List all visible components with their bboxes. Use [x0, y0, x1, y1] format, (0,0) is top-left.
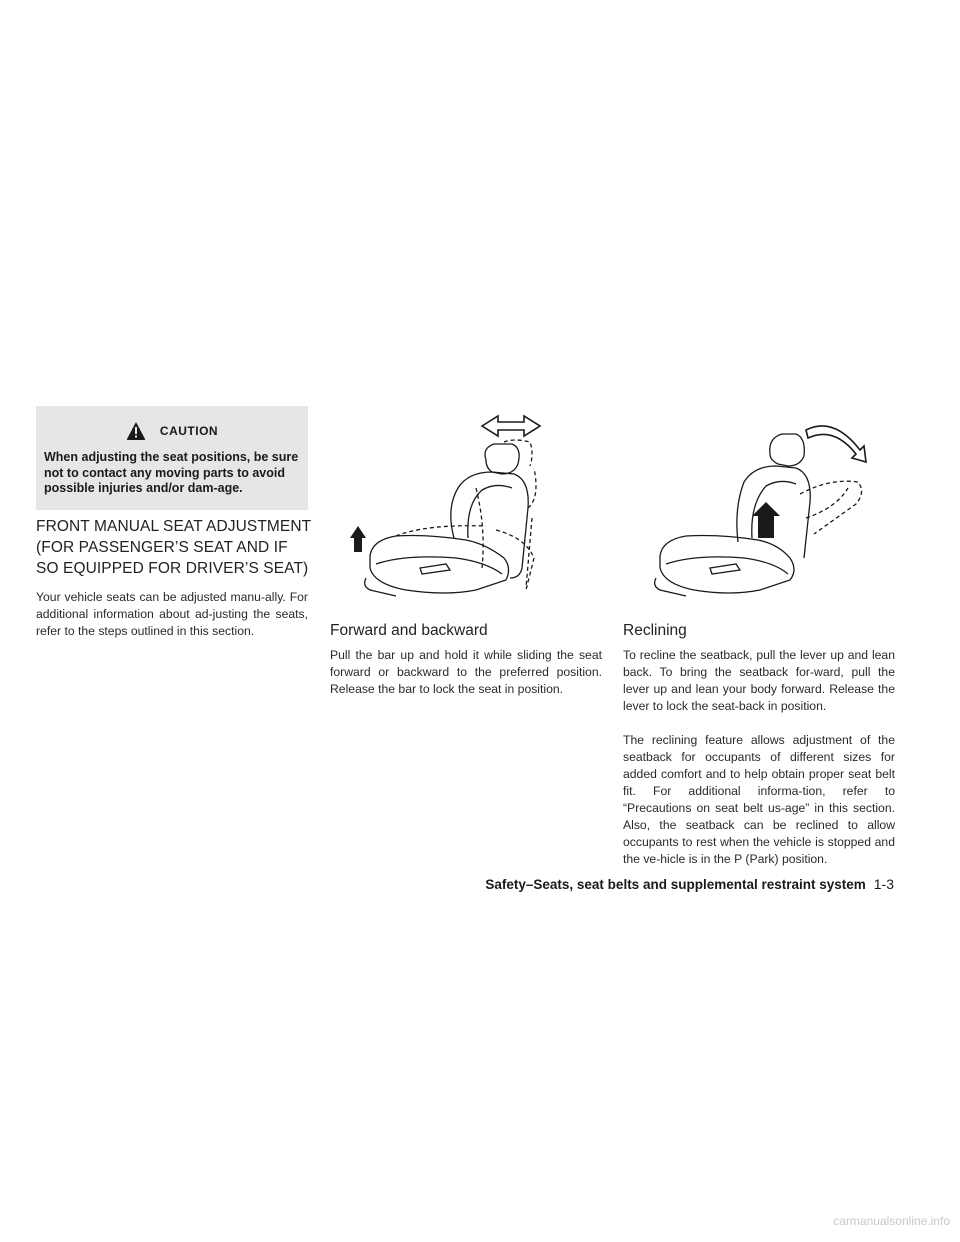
seat-slide-illustration	[336, 408, 592, 608]
forward-text: Pull the bar up and hold it while sliding the seat forward or backward to the preferred position. Release the bar to lock the seat in position.	[330, 648, 602, 696]
forward-heading: Forward and backward	[330, 622, 488, 639]
warning-icon	[126, 421, 146, 441]
caution-title: CAUTION	[159, 424, 219, 438]
watermark: carmanualsonline.info	[833, 1214, 950, 1228]
section-intro: Your vehicle seats can be adjusted manu-ally. For additional information about ad-justing the seats, refer to the steps outlined in this section.	[36, 590, 308, 638]
footer-section-title: Safety–Seats, seat belts and supplemental restraint system	[485, 877, 866, 892]
reclining-heading: Reclining	[623, 622, 687, 639]
caution-text: When adjusting the seat positions, be sure not to contact any moving parts to avoid possible injuries and/or dam-age.	[44, 450, 299, 495]
reclining-text-1: To recline the seatback, pull the lever up and lean back. To bring the seatback for-ward, pull the lever up and lean your body forward. Release the lever to lock the seat-back in position.	[623, 648, 895, 713]
seat-recline-illustration	[630, 408, 878, 608]
page-footer	[420, 876, 894, 892]
reclining-text-2: The reclining feature allows adjustment of the seatback for occupants of different sizes for added comfort and to help obtain proper seat belt fit. For additional informa-tion, refer to “Precautions on seat belt us-age” in this section. Also, the seatback can be reclined to allow occupants to rest when the vehicle is stopped and the ve-hicle is in the P (Park) position.	[623, 733, 895, 866]
caution-box	[36, 406, 308, 510]
caution-header	[44, 416, 300, 446]
page-number: 1-3	[873, 876, 894, 892]
section-heading: FRONT MANUAL SEAT ADJUSTMENT (FOR PASSENGER’S SEAT AND IF SO EQUIPPED FOR DRIVER’S SEAT)	[36, 518, 311, 577]
